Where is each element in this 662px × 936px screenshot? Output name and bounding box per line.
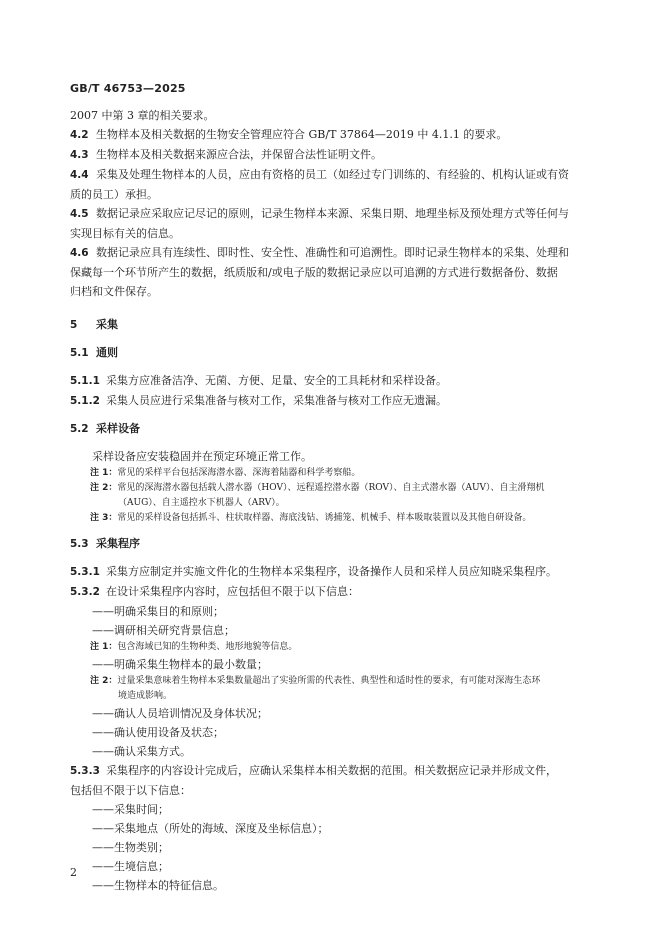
section-number: 5.2: [70, 423, 89, 435]
clause-number: 4.5: [70, 208, 89, 220]
section-number: 5: [70, 319, 78, 331]
clause-text: 生物样本及相关数据的生物安全管理应符合 GB/T 37864—2019 中 4.1.1 的要求。: [96, 128, 508, 141]
clause-text: 在设计采集程序内容时，应包括但不限于以下信息：: [106, 585, 359, 598]
clause-text: 采集方应制定并实施文件化的生物样本采集程序，设备操作人员和采样人员应知晓采集程序。: [106, 565, 557, 578]
clause-number: 5.1.1: [70, 375, 100, 387]
list-item: ——采集时间；: [92, 803, 169, 816]
clause-4-4-cont: 质的员工）承担。: [70, 188, 158, 201]
clause-4-6-cont-2: 归档和文件保存。: [70, 285, 158, 298]
note-text: 常见的采样平台包括深海潜水器、深海着陆器和科学考察船。: [117, 468, 361, 478]
note-5-2-1: [70, 466, 590, 481]
section-number: 5.1: [70, 347, 89, 359]
paragraph-intro: 2007 中第 3 章的相关要求。: [70, 109, 215, 122]
note-text: 过量采集意味着生物样本采集数量超出了实验所需的代表性、典型性和适时性的要求，有可能对深海生态环: [117, 676, 541, 686]
page-number: 2: [70, 866, 77, 879]
clause-text: 数据记录应采取应记尽记的原则，记录生物样本来源、采集日期、地理坐标及预处理方式等任何与: [96, 207, 569, 220]
list-item: ——生境信息；: [92, 860, 169, 873]
clause-5-3-2: [70, 582, 590, 602]
section-title: 通则: [96, 346, 118, 359]
clause-4-6-cont-1: 保藏每一个环节所产生的数据，纸质版和/或电子版的数据记录应以可追溯的方式进行数据备份、数据: [70, 266, 558, 279]
clause-4-6: [70, 243, 590, 263]
clause-number: 5.3.2: [70, 586, 100, 598]
clause-number: 5.3.3: [70, 765, 100, 777]
section-5-1-heading: [70, 343, 590, 363]
section-title: 采集: [96, 318, 118, 331]
list-item: ——确认使用设备及状态；: [92, 726, 224, 739]
list-item: ——生物类别；: [92, 841, 169, 854]
list-item: ——确认采集方式。: [92, 745, 191, 758]
clause-number: 4.6: [70, 247, 89, 259]
section-title: 采样设备: [96, 422, 140, 435]
section-5-2-heading: [70, 419, 590, 439]
note-label: 注 1：: [90, 642, 118, 652]
list-item: ——确认人员培训情况及身体状况；: [92, 707, 268, 720]
note-5-2-2-cont: （AUG）、自主遥控水下机器人（ARV）。: [118, 498, 285, 508]
clause-text: 生物样本及相关数据来源应合法，并保留合法性证明文件。: [96, 148, 382, 161]
list-item: ——采集地点（所处的海域、深度及坐标信息）；: [92, 822, 329, 835]
clause-5-3-3-cont: 包括但不限于以下信息：: [70, 784, 191, 797]
clause-4-5-cont: 实现目标有关的信息。: [70, 227, 180, 240]
clause-number: 5.3.1: [70, 566, 100, 578]
note-5-3-2-1: [70, 640, 590, 655]
clause-4-5: [70, 204, 590, 224]
clause-4-4: [70, 165, 590, 185]
clause-number: 4.2: [70, 129, 89, 141]
section-title: 采集程序: [96, 537, 140, 550]
clause-text: 采集方应准备洁净、无菌、方便、足量、安全的工具耗材和采样设备。: [106, 374, 447, 387]
paragraph-5-2: 采样设备应安装稳固并在预定环境正常工作。: [92, 450, 312, 463]
standard-code-header: GB/T 46753—2025: [70, 82, 186, 95]
note-label: 注 3：: [90, 513, 118, 523]
clause-4-3: [70, 145, 590, 165]
list-item: ——生物样本的特征信息。: [92, 879, 224, 892]
list-item: ——调研相关研究背景信息；: [92, 624, 235, 637]
clause-5-1-2: [70, 391, 590, 411]
section-5-3-heading: [70, 534, 590, 554]
note-5-2-3: [70, 511, 590, 526]
note-text: 常见的深海潜水器包括载人潜水器（HOV）、远程遥控潜水器（ROV）、自主式潜水器（AUV）、自主滑翔机: [117, 483, 545, 493]
list-item: ——明确采集生物样本的最小数量；: [92, 658, 268, 671]
note-label: 注 2：: [90, 676, 118, 686]
clause-5-3-1: [70, 562, 590, 582]
list-item: ——明确采集目的和原则；: [92, 605, 224, 618]
section-5-heading: [70, 315, 590, 335]
note-5-3-2-2: [70, 674, 590, 689]
clause-4-2: [70, 125, 590, 145]
clause-number: 5.1.2: [70, 395, 100, 407]
clause-number: 4.3: [70, 149, 89, 161]
note-label: 注 1：: [90, 468, 118, 478]
document-body: [70, 106, 590, 895]
note-5-3-2-2-cont: 境造成影响。: [118, 691, 173, 701]
clause-text: 数据记录应具有连续性、即时性、安全性、准确性和可追溯性。即时记录生物样本的采集、处理和: [96, 246, 569, 259]
clause-5-3-3: [70, 761, 590, 781]
note-text: 常见的采样设备包括抓斗、柱状取样器、海底浅钻、诱捕笼、机械手、样本吸取装置以及其他自研设备。: [117, 513, 532, 523]
clause-text: 采集程序的内容设计完成后，应确认采集样本相关数据的范围。相关数据应记录并形成文件，: [106, 764, 557, 777]
note-5-2-2: [70, 481, 590, 496]
note-text: 包含海域已知的生物种类、地形地貌等信息。: [117, 642, 298, 652]
note-label: 注 2：: [90, 483, 118, 493]
clause-5-1-1: [70, 371, 590, 391]
clause-number: 4.4: [70, 169, 89, 181]
section-number: 5.3: [70, 538, 89, 550]
clause-text: 采集人员应进行采集准备与核对工作，采集准备与核对工作应无遗漏。: [106, 394, 447, 407]
clause-text: 采集及处理生物样本的人员，应由有资格的员工（如经过专门训练的、有经验的、机构认证或有资: [96, 168, 569, 181]
